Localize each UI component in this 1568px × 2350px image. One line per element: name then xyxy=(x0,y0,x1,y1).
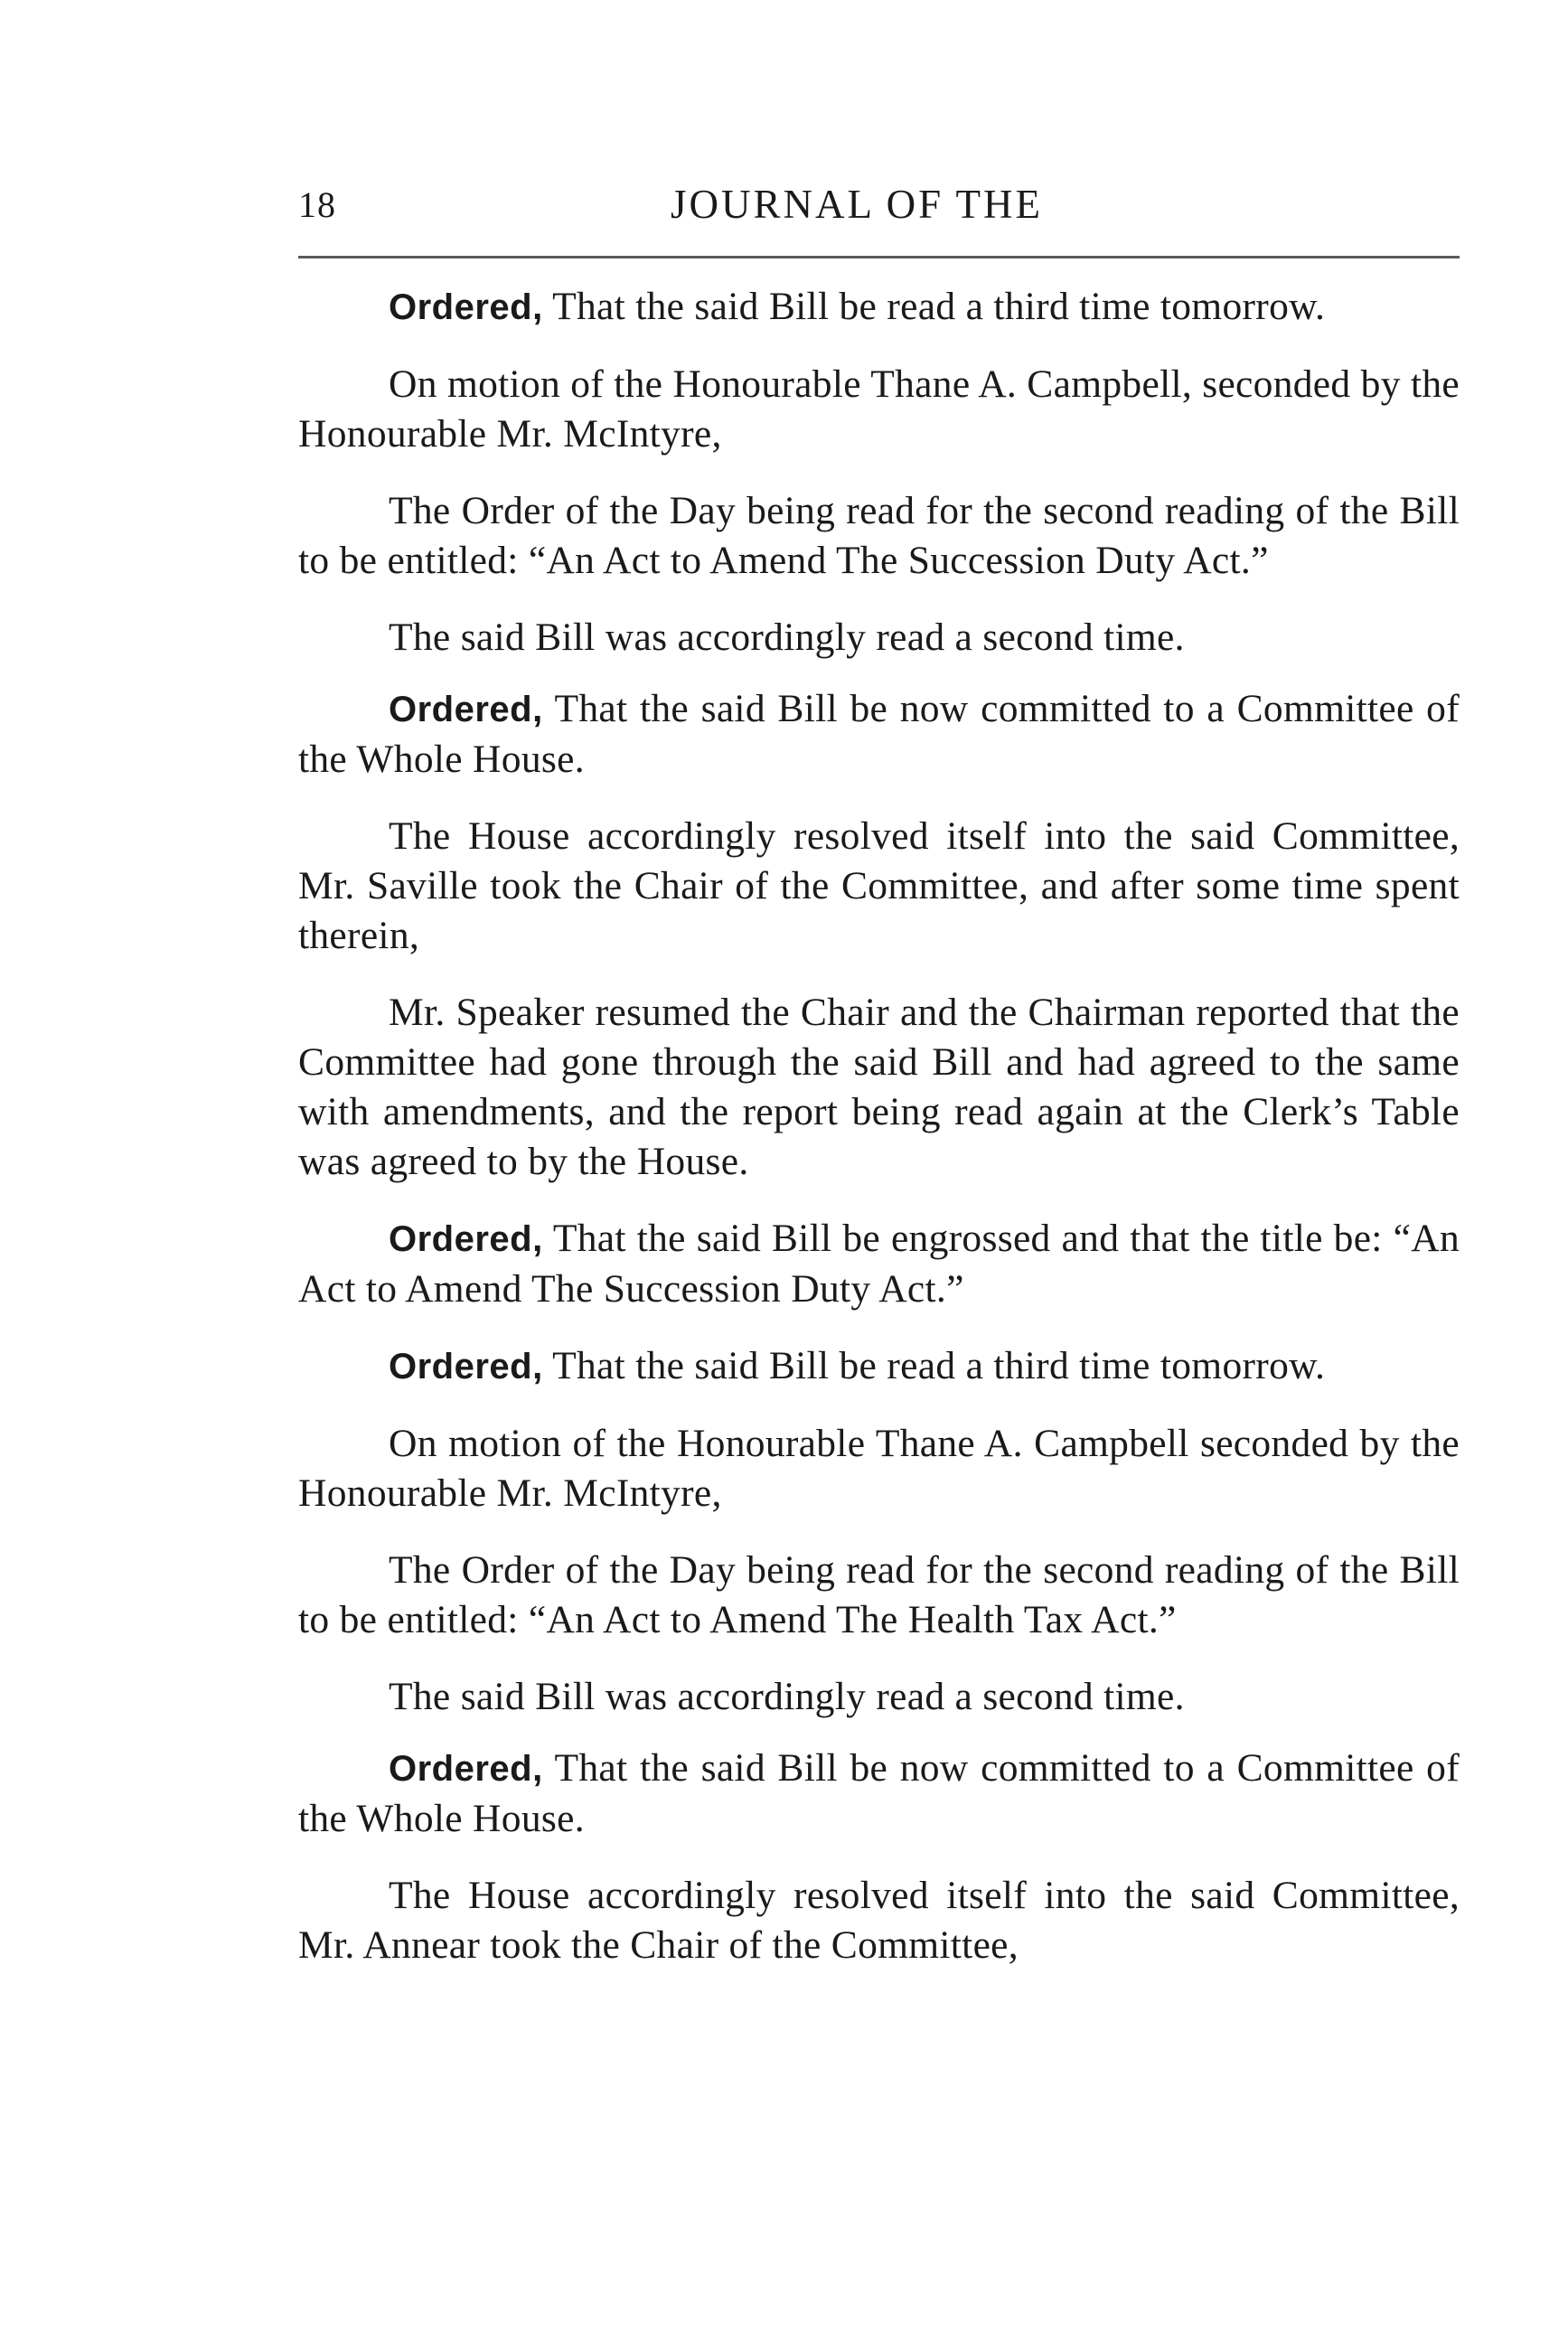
ordered-lead: Ordered, xyxy=(389,287,543,327)
paragraph xyxy=(298,1419,1460,1518)
paragraph xyxy=(298,1744,1460,1844)
paragraph xyxy=(298,1214,1460,1314)
paragraph-text: On motion of the Honourable Thane A. Campbell seconded by the Honourable Mr. McIntyre, xyxy=(298,1422,1460,1515)
paragraph-text: Mr. Speaker resumed the Chair and the Chairman reported that the Committee had gone through the said Bill and had agreed to the same with amendments, and the report being read again at the Clerk’s Table was agreed to by the House. xyxy=(298,991,1460,1183)
paragraph xyxy=(298,360,1460,459)
paragraph-text: That the said Bill be engrossed and that the title be: “An Act to Amend The Succession Duty Act.” xyxy=(298,1217,1460,1311)
paragraph-text: The said Bill was accordingly read a second time. xyxy=(389,1675,1185,1718)
ordered-lead: Ordered, xyxy=(389,1347,543,1386)
paragraph-text: That the said Bill be now committed to a Committee of the Whole House. xyxy=(298,687,1460,781)
ordered-lead: Ordered, xyxy=(389,690,543,729)
paragraph xyxy=(298,282,1460,333)
paragraph-text: On motion of the Honourable Thane A. Campbell, seconded by the Honourable Mr. McIntyre, xyxy=(298,362,1460,456)
paragraph xyxy=(298,1871,1460,1970)
paragraph-text: The said Bill was accordingly read a second time. xyxy=(389,616,1185,659)
paragraph-text: That the said Bill be now committed to a Committee of the Whole House. xyxy=(298,1746,1460,1840)
header-rule xyxy=(298,256,1460,258)
paragraph-text: The House accordingly resolved itself into the said Committee, Mr. Annear took the Chair of the Committee, xyxy=(298,1874,1460,1967)
ordered-lead: Ordered, xyxy=(389,1219,543,1259)
running-head: JOURNAL OF THE xyxy=(671,182,1044,227)
paragraph-text: The House accordingly resolved itself into the said Committee, Mr. Saville took the Chair of the Committee, and after some time spent therein, xyxy=(298,814,1460,957)
paragraph-text: That the said Bill be read a third time tomorrow. xyxy=(542,285,1326,328)
paragraph xyxy=(298,988,1460,1187)
paragraph xyxy=(298,1546,1460,1645)
paragraph xyxy=(298,613,1460,663)
ordered-lead: Ordered, xyxy=(389,1749,543,1789)
paragraph-text: The Order of the Day being read for the second reading of the Bill to be entitled: “An Act to Amend The Health Tax Act.” xyxy=(298,1548,1460,1641)
paragraph xyxy=(298,1672,1460,1722)
paragraph xyxy=(298,486,1460,586)
paragraph xyxy=(298,1341,1460,1392)
paragraph-text: That the said Bill be read a third time tomorrow. xyxy=(542,1344,1326,1387)
paragraph-text: The Order of the Day being read for the second reading of the Bill to be entitled: “An Act to Amend The Succession Duty Act.” xyxy=(298,489,1460,582)
journal-body xyxy=(298,282,1460,1998)
page-number: 18 xyxy=(298,184,336,225)
paragraph xyxy=(298,684,1460,785)
paragraph xyxy=(298,812,1460,961)
